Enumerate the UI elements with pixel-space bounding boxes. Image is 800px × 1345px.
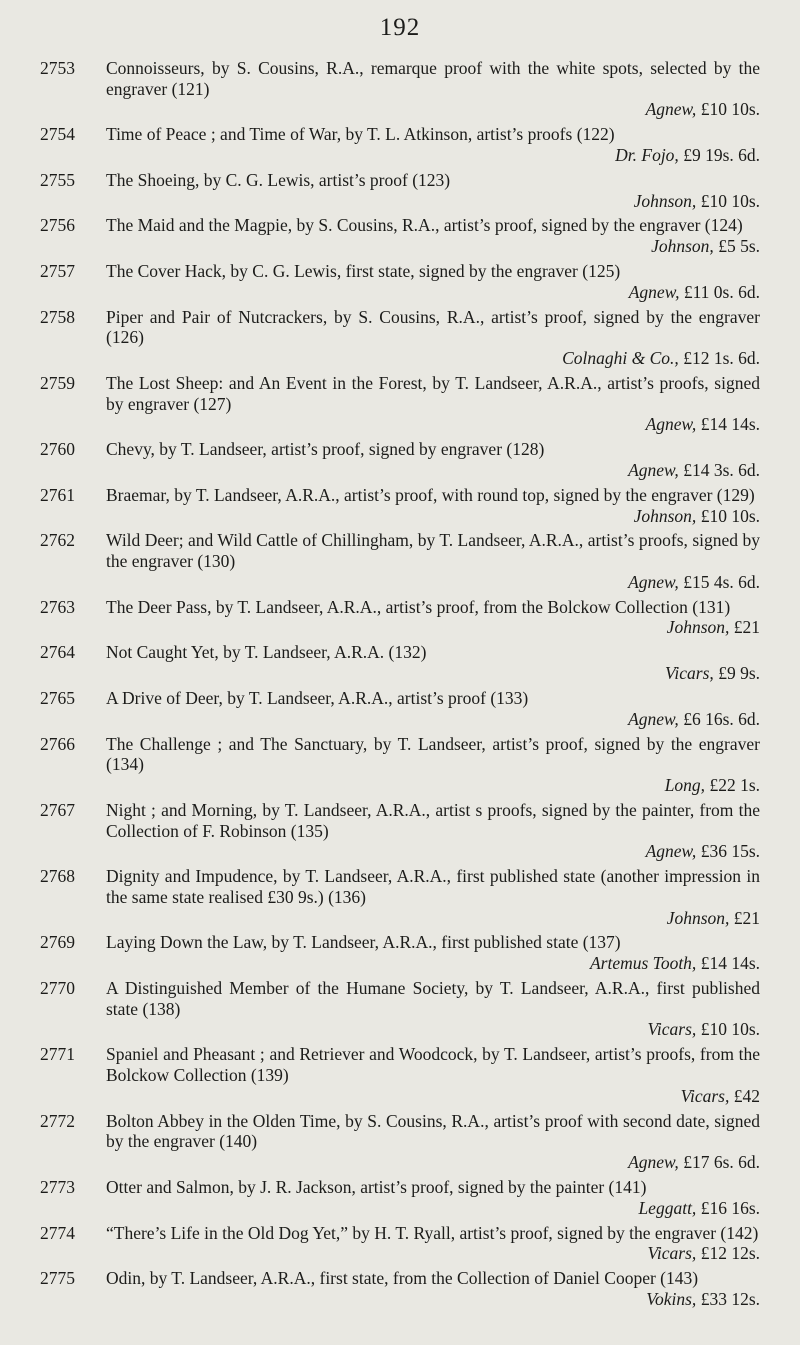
lot-buyer-line — [106, 1152, 760, 1173]
lot-buyer-line — [106, 145, 760, 166]
sale-price: £10 10s. — [700, 190, 760, 211]
lot-list — [40, 58, 760, 1314]
sale-price: £36 15s. — [700, 841, 760, 862]
lot-description: Wild Deer; and Wild Cattle of Chillingham, by T. Landseer, A.R.A., artist’s proofs, signed by the engraver (130) — [106, 530, 760, 572]
lot-number: 2775 — [40, 1268, 75, 1289]
lot-description: Time of Peace ; and Time of War, by T. L. Atkinson, artist’s proofs (122) — [106, 124, 615, 145]
lot-entry — [40, 1111, 760, 1173]
sale-price: £21 — [733, 617, 760, 638]
lot-entry — [40, 978, 760, 1040]
lot-entry — [40, 688, 760, 729]
lot-number: 2768 — [40, 866, 75, 887]
sale-price: £10 10s. — [700, 1019, 760, 1040]
sale-price: £9 19s. 6d. — [683, 145, 760, 165]
sale-price: £15 4s. 6d. — [683, 571, 760, 592]
lot-buyer-line — [106, 908, 760, 929]
lot-number: 2769 — [40, 932, 75, 953]
lot-number: 2767 — [40, 799, 75, 820]
lot-entry — [40, 485, 760, 526]
sale-price: £16 16s. — [700, 1197, 760, 1218]
lot-entry — [40, 1177, 760, 1218]
buyer-name: Vicars, — [665, 663, 714, 684]
buyer-name: Johnson, — [633, 190, 697, 211]
buyer-name: Leggatt, — [638, 1197, 697, 1218]
lot-number: 2754 — [40, 124, 75, 145]
buyer-name: Johnson, — [666, 907, 730, 928]
lot-buyer-line — [106, 191, 760, 212]
lot-entry — [40, 530, 760, 592]
lot-entry — [40, 800, 760, 862]
lot-description: Spaniel and Pheasant ; and Retriever and Woodcock, by T. Landseer, artist’s proofs, from the Bolckow Collection (139) — [106, 1044, 760, 1086]
buyer-name: Long, — [664, 774, 706, 795]
sale-price: £14 14s. — [700, 953, 760, 974]
lot-number: 2758 — [40, 306, 75, 327]
lot-number: 2761 — [40, 484, 75, 505]
buyer-name: Vicars, — [647, 1243, 697, 1264]
lot-entry — [40, 261, 760, 302]
sale-price: £10 10s. — [700, 99, 760, 120]
lot-description: The Deer Pass, by T. Landseer, A.R.A., artist’s proof, from the Bolckow Collection (131) — [106, 596, 731, 617]
buyer-name: Agnew, — [645, 414, 697, 435]
sale-price: £10 10s. — [700, 505, 760, 526]
lot-description: The Cover Hack, by C. G. Lewis, first state, signed by the engraver (125) — [106, 261, 621, 282]
lot-entry — [40, 1044, 760, 1106]
lot-description: Odin, by T. Landseer, A.R.A., first state, from the Collection of Daniel Cooper (143) — [106, 1268, 699, 1289]
sale-price: £21 — [733, 907, 760, 928]
lot-buyer-line — [106, 663, 760, 684]
lot-description: Otter and Salmon, by J. R. Jackson, artist’s proof, signed by the painter (141) — [106, 1176, 647, 1197]
lot-entry — [40, 439, 760, 480]
buyer-name: Agnew, — [628, 1152, 679, 1173]
lot-buyer-line — [106, 506, 760, 527]
lot-entry — [40, 734, 760, 796]
sale-price: £11 0s. 6d. — [683, 281, 760, 302]
lot-buyer-line — [106, 236, 760, 257]
lot-buyer-line — [106, 1198, 760, 1219]
buyer-name: Artemus Tooth, — [589, 953, 697, 974]
lot-description: Piper and Pair of Nutcrackers, by S. Cousins, R.A., artist’s proof, signed by the engraver (126) — [106, 306, 760, 348]
lot-buyer-line — [106, 953, 760, 974]
lot-number: 2753 — [40, 58, 75, 78]
buyer-name: Agnew, — [628, 459, 679, 480]
lot-buyer-line — [106, 348, 760, 369]
buyer-name: Johnson, — [633, 505, 697, 526]
lot-description: Dignity and Impudence, by T. Landseer, A.R.A., first published state (another impression in the same state realised £30 9s.) (136) — [106, 866, 760, 907]
lot-buyer-line — [106, 1243, 760, 1264]
lot-number: 2774 — [40, 1222, 75, 1243]
buyer-name: Johnson, — [666, 617, 730, 638]
buyer-name: Dr. Fojo, — [615, 145, 679, 165]
sale-price: £6 16s. 6d. — [683, 708, 760, 729]
sale-price: £14 14s. — [700, 414, 760, 435]
lot-number: 2759 — [40, 372, 75, 393]
lot-number: 2762 — [40, 530, 75, 551]
buyer-name: Agnew, — [628, 571, 679, 592]
lot-number: 2763 — [40, 596, 75, 617]
lot-entry — [40, 307, 760, 369]
lot-entry — [40, 124, 760, 165]
lot-description: Bolton Abbey in the Olden Time, by S. Cousins, R.A., artist’s proof with second date, signed by the engraver (140) — [106, 1110, 760, 1152]
lot-number: 2764 — [40, 642, 75, 663]
lot-description: A Drive of Deer, by T. Landseer, A.R.A., artist’s proof (133) — [106, 687, 529, 708]
sale-price: £5 5s. — [718, 236, 760, 257]
lot-buyer-line — [106, 282, 760, 303]
lot-number: 2771 — [40, 1044, 75, 1065]
lot-description: “There’s Life in the Old Dog Yet,” by H. T. Ryall, artist’s proof, signed by the engraver (142) — [106, 1222, 759, 1243]
buyer-name: Johnson, — [651, 236, 714, 257]
lot-buyer-line — [106, 841, 760, 862]
lot-buyer-line — [106, 460, 760, 481]
buyer-name: Colnaghi & Co., — [562, 348, 679, 369]
lot-number: 2757 — [40, 261, 75, 282]
sale-price: £12 12s. — [700, 1243, 760, 1264]
lot-description: The Lost Sheep: and An Event in the Forest, by T. Landseer, A.R.A., artist’s proofs, signed by engraver (127) — [106, 372, 760, 414]
lot-number: 2770 — [40, 978, 75, 999]
lot-number: 2765 — [40, 687, 75, 708]
lot-description: Chevy, by T. Landseer, artist’s proof, signed by engraver (128) — [106, 439, 545, 460]
buyer-name: Vicars, — [647, 1019, 697, 1040]
lot-description: Not Caught Yet, by T. Landseer, A.R.A. (132) — [106, 642, 427, 663]
lot-entry — [40, 1268, 760, 1309]
buyer-name: Agnew, — [628, 708, 679, 729]
lot-description: The Challenge ; and The Sanctuary, by T. Landseer, artist’s proof, signed by the engraver (134) — [106, 733, 760, 775]
buyer-name: Agnew, — [628, 281, 680, 302]
lot-buyer-line — [106, 1086, 760, 1107]
lot-entry — [40, 215, 760, 256]
lot-entry — [40, 1223, 760, 1264]
lot-buyer-line — [106, 99, 760, 120]
lot-description: The Maid and the Magpie, by S. Cousins, R.A., artist’s proof, signed by the engraver (124) — [106, 215, 743, 236]
lot-entry — [40, 58, 760, 120]
sale-price: £42 — [733, 1085, 760, 1106]
lot-description: The Shoeing, by C. G. Lewis, artist’s proof (123) — [106, 169, 451, 190]
lot-number: 2772 — [40, 1110, 75, 1131]
buyer-name: Agnew, — [645, 99, 697, 120]
lot-entry — [40, 932, 760, 973]
sale-price: £33 12s. — [700, 1288, 760, 1309]
sale-price: £17 6s. 6d. — [683, 1152, 760, 1173]
lot-buyer-line — [106, 709, 760, 730]
lot-buyer-line — [106, 1289, 760, 1310]
sale-price: £14 3s. 6d. — [683, 459, 760, 480]
lot-buyer-line — [106, 1019, 760, 1040]
lot-description: Night ; and Morning, by T. Landseer, A.R.A., artist s proofs, signed by the painter, from the Collection of F. Robinson (135) — [106, 799, 760, 841]
buyer-name: Agnew, — [645, 841, 697, 862]
sale-price: £9 9s. — [718, 663, 760, 684]
buyer-name: Vicars, — [680, 1085, 730, 1106]
lot-buyer-line — [106, 414, 760, 435]
lot-entry — [40, 373, 760, 435]
lot-number: 2773 — [40, 1176, 75, 1197]
page-number: 192 — [379, 14, 421, 41]
lot-entry — [40, 597, 760, 638]
lot-entry — [40, 170, 760, 211]
lot-description: A Distinguished Member of the Humane Society, by T. Landseer, A.R.A., first published state (138) — [106, 978, 760, 1019]
lot-buyer-line — [106, 572, 760, 593]
sale-price: £12 1s. 6d. — [683, 348, 760, 369]
lot-description: Braemar, by T. Landseer, A.R.A., artist’s proof, with round top, signed by the engraver (129) — [106, 484, 755, 505]
sale-price: £22 1s. — [709, 774, 760, 795]
lot-number: 2766 — [40, 733, 75, 754]
lot-description: Laying Down the Law, by T. Landseer, A.R.A., first published state (137) — [106, 932, 621, 953]
lot-entry — [40, 642, 760, 683]
lot-number: 2755 — [40, 169, 75, 190]
lot-buyer-line — [106, 775, 760, 796]
lot-number: 2756 — [40, 215, 75, 236]
lot-entry — [40, 866, 760, 928]
lot-description: Connoisseurs, by S. Cousins, R.A., remarque proof with the white spots, selected by the engraver (121) — [106, 58, 760, 99]
lot-number: 2760 — [40, 439, 75, 460]
lot-buyer-line — [106, 617, 760, 638]
buyer-name: Vokins, — [646, 1288, 697, 1309]
